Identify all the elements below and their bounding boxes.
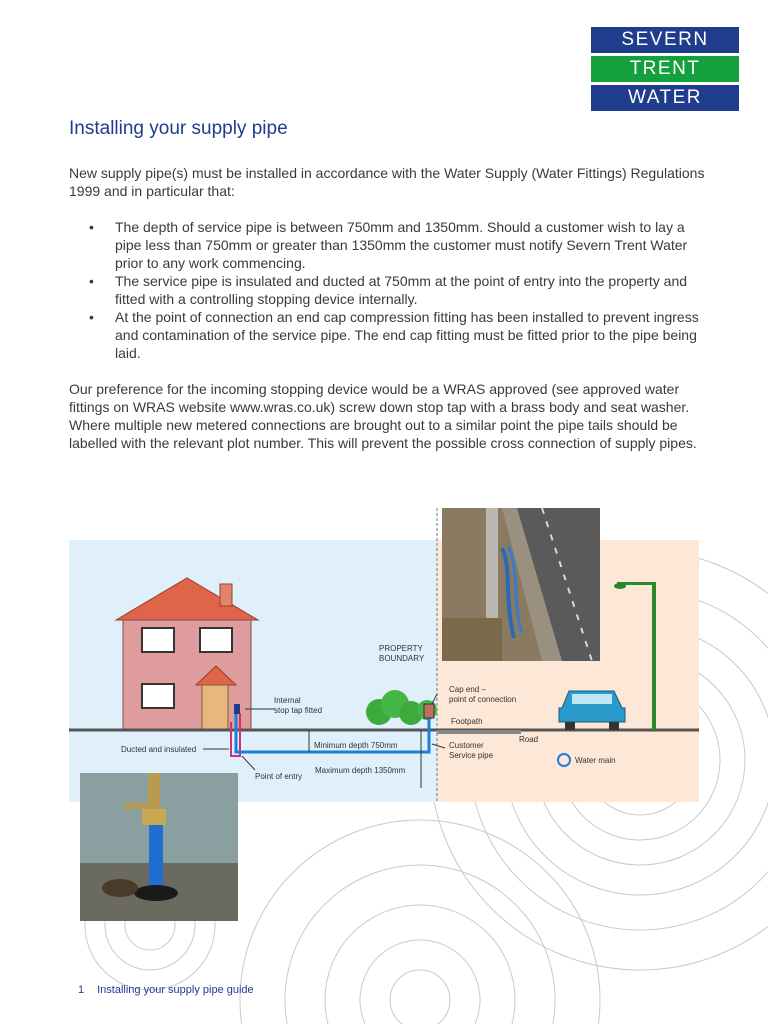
footpath-label: Footpath	[451, 717, 483, 726]
house-chimney	[220, 584, 232, 606]
bullet-icon: •	[89, 219, 94, 235]
list-item-text: The depth of service pipe is between 750mm and 1350mm. Should a customer wish to lay a pipe less than 750mm or greater than 1350mm the customer must notify Severn Trent Water prior to any work commencing.	[115, 219, 688, 271]
cap-end-label-1: Cap end –	[449, 685, 486, 694]
min-depth-label: Minimum depth 750mm	[314, 741, 398, 750]
road-label: Road	[519, 735, 539, 744]
roadside-pipe-photo	[442, 508, 600, 661]
street-lamp-head	[614, 583, 626, 589]
stop-tap-photo	[80, 773, 238, 921]
page-footer	[78, 984, 267, 996]
intro-paragraph: New supply pipe(s) must be installed in accordance with the Water Supply (Water Fittings) Regulations 1999 and in particular that:	[69, 165, 705, 199]
street-lamp-post	[652, 582, 656, 730]
customer-pipe-label-2: Service pipe	[449, 751, 494, 760]
severn-trent-water-logo	[591, 27, 739, 112]
preference-paragraph: Our preference for the incoming stopping device would be a WRAS approved (see approved water fittings on WRAS website www.wras.co.uk) screw down stop tap with a brass body and seat washer. Where multiple new metered connections are brought out to a similar point the pipe tails should be labelled with the relevant plot number. This will prevent the possible cross connection of supply pipes.	[69, 381, 697, 451]
stop-tap-icon	[234, 704, 240, 714]
property-boundary-label-2: BOUNDARY	[379, 654, 425, 663]
list-item	[69, 308, 709, 362]
cap-end-label-2: point of connection	[449, 695, 517, 704]
cap-end-icon	[424, 704, 434, 718]
page-number: 1	[78, 984, 85, 996]
list-item-text: At the point of connection an end cap compression fitting has been installed to prevent ingress and contamination of the service pipe. The end cap fitting must be fitted prior to the pipe being laid.	[115, 309, 699, 361]
supply-pipe-diagram	[69, 508, 699, 808]
internal-stop-tap-label-2: stop tap fitted	[274, 706, 323, 715]
house-window	[142, 628, 174, 652]
bullet-icon: •	[89, 273, 94, 289]
page-title: Installing your supply pipe	[69, 118, 288, 139]
ducted-insulated-label: Ducted and insulated	[121, 745, 197, 754]
max-depth-label: Maximum depth 1350mm	[315, 766, 406, 775]
house-door	[202, 685, 228, 730]
point-of-entry-label: Point of entry	[255, 772, 303, 781]
bullet-icon: •	[89, 309, 94, 325]
footpath-surface	[437, 730, 521, 734]
logo-line-trent: TRENT	[591, 56, 739, 82]
requirements-list	[69, 218, 709, 362]
list-item	[69, 218, 709, 272]
water-main-label: Water main	[575, 756, 616, 765]
house-window	[142, 684, 174, 708]
list-item	[69, 272, 709, 308]
customer-pipe-label-1: Customer	[449, 741, 484, 750]
car-wheel	[609, 722, 619, 730]
logo-line-severn: SEVERN	[591, 27, 739, 53]
internal-stop-tap-label-1: Internal	[274, 696, 301, 705]
property-boundary-label-1: PROPERTY	[379, 644, 423, 653]
house-window	[200, 628, 232, 652]
logo-line-water: WATER	[591, 85, 739, 111]
car-wheel	[565, 722, 575, 730]
list-item-text: The service pipe is insulated and ducted at 750mm at the point of entry into the property and fitted with a controlling stopping device internally.	[115, 273, 688, 307]
footer-title: Installing your supply pipe guide	[97, 984, 254, 996]
car-windscreen	[572, 694, 612, 704]
